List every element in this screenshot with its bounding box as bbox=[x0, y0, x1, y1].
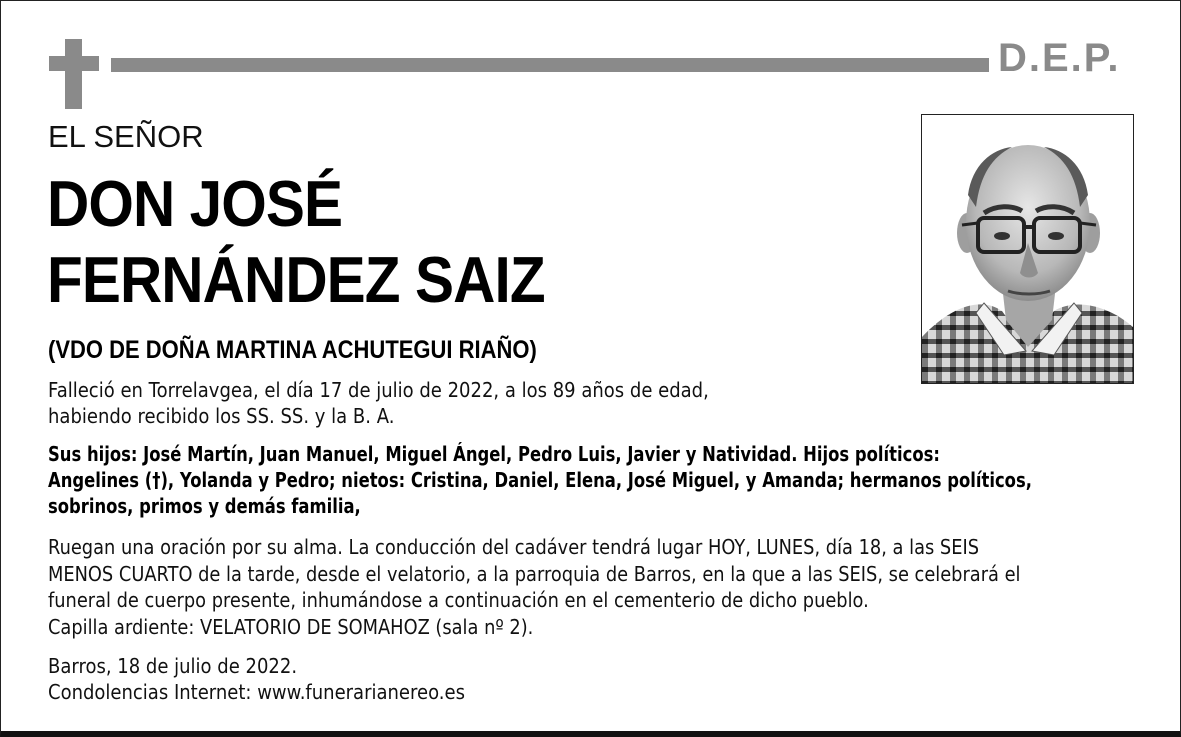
service-line: Capilla ardiente: VELATORIO DE SOMAHOZ (sala nº 2). bbox=[48, 614, 534, 639]
name-line-2: FERNÁNDEZ SAIZ bbox=[47, 243, 545, 316]
spouse-note: (VDO DE DOÑA MARTINA ACHUTEGUI RIAÑO) bbox=[48, 336, 537, 364]
condolences-link[interactable]: Condolencias Internet: www.funerarianereo.es bbox=[48, 680, 465, 704]
service-line: MENOS CUARTO de la tarde, desde el velatorio, a la parroquia de Barros, en la que a las SEIS, se celebrará el bbox=[48, 561, 1021, 586]
portrait-photo bbox=[921, 114, 1134, 384]
deceased-name bbox=[47, 166, 545, 318]
title-prefix: EL SEÑOR bbox=[48, 119, 204, 154]
service-line: funeral de cuerpo presente, inhumándose a continuación en el cementerio de dicho pueblo. bbox=[48, 588, 869, 612]
service-line: Ruegan una oración por su alma. La conducción del cadáver tendrá lugar HOY, LUNES, día 18, a las SEIS bbox=[48, 535, 980, 559]
service-details bbox=[48, 534, 1020, 640]
footer bbox=[48, 653, 465, 705]
name-line-1: DON JOSÉ bbox=[47, 167, 343, 240]
family-line: Sus hijos: José Martín, Juan Manuel, Miguel Ángel, Pedro Luis, Javier y Natividad. Hijos políticos: bbox=[48, 442, 940, 466]
place-date: Barros, 18 de julio de 2022. bbox=[48, 654, 298, 678]
death-notice-line: Falleció en Torrelavgea, el día 17 de julio de 2022, a los 89 años de edad, bbox=[48, 378, 709, 402]
family-list bbox=[48, 441, 1032, 519]
cross-icon bbox=[49, 39, 99, 109]
family-line: Angelines (†), Yolanda y Pedro; nietos: Cristina, Daniel, Elena, José Miguel, y Amanda; hermanos políticos, bbox=[48, 468, 1032, 492]
header-rule bbox=[111, 58, 989, 72]
death-notice bbox=[48, 377, 709, 429]
family-line: sobrinos, primos y demás familia, bbox=[48, 494, 361, 518]
dep-heading: D.E.P. bbox=[998, 36, 1121, 80]
death-notice-line: habiendo recibido los SS. SS. y la B. A. bbox=[48, 404, 395, 428]
